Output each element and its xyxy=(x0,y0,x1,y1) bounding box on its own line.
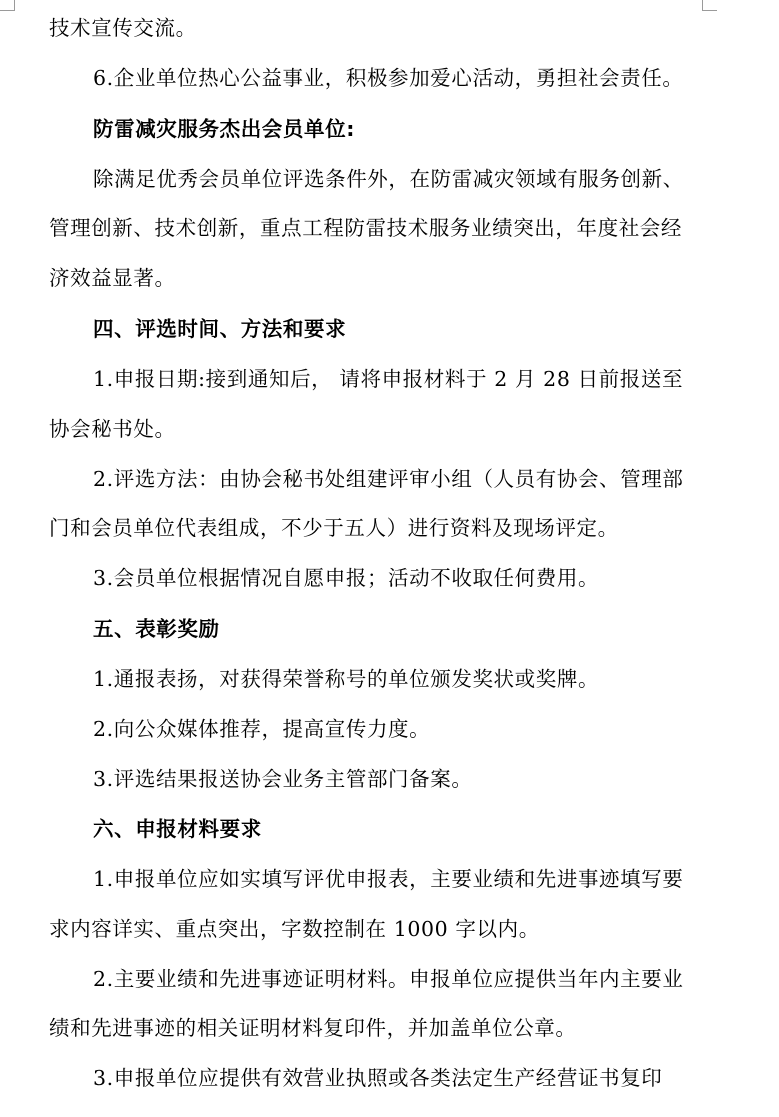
paragraph-line: 济效益显著。 xyxy=(49,266,176,290)
paragraph-line: 1.通报表扬，对获得荣誉称号的单位颁发奖状或奖牌。 xyxy=(93,667,600,691)
section-heading: 四、评选时间、方法和要求 xyxy=(93,317,347,341)
paragraph-line: 6.企业单位热心公益事业，积极参加爱心活动，勇担社会责任。 xyxy=(93,66,684,90)
paragraph-line: 1.申报日期:接到通知后， 请将申报材料于 2 月 28 日前报送至 xyxy=(93,367,684,391)
paragraph-line: 管理创新、技术创新，重点工程防雷技术服务业绩突出，年度社会经 xyxy=(49,216,682,240)
page-corner-mark-right xyxy=(702,0,717,11)
page-corner-mark-left xyxy=(0,0,15,11)
section-heading: 六、申报材料要求 xyxy=(93,817,262,841)
paragraph-line: 2.主要业绩和先进事迹证明材料。申报单位应提供当年内主要业 xyxy=(93,967,684,991)
section-heading: 五、表彰奖励 xyxy=(93,617,220,641)
section-subheading: 防雷减灾服务杰出会员单位: xyxy=(93,117,355,141)
paragraph-line: 1.申报单位应如实填写评优申报表，主要业绩和先进事迹填写要 xyxy=(93,867,684,891)
paragraph-line: 门和会员单位代表组成，不少于五人）进行资料及现场评定。 xyxy=(49,516,619,540)
paragraph-line: 3.申报单位应提供有效营业执照或各类法定生产经营证书复印 xyxy=(93,1066,663,1090)
paragraph-line: 2.评选方法：由协会秘书处组建评审小组（人员有协会、管理部 xyxy=(93,467,684,491)
paragraph-line: 3.评选结果报送协会业务主管部门备案。 xyxy=(93,767,473,791)
paragraph-line: 2.向公众媒体推荐，提高宣传力度。 xyxy=(93,717,431,741)
paragraph-line: 协会秘书处。 xyxy=(49,417,176,441)
paragraph-line: 3.会员单位根据情况自愿申报；活动不收取任何费用。 xyxy=(93,566,600,590)
paragraph-line: 求内容详实、重点突出，字数控制在 1000 字以内。 xyxy=(49,917,540,941)
paragraph-line: 除满足优秀会员单位评选条件外，在防雷减灾领域有服务创新、 xyxy=(93,167,684,191)
paragraph-line: 绩和先进事迹的相关证明材料复印件，并加盖单位公章。 xyxy=(49,1016,577,1040)
paragraph-line: 技术宣传交流。 xyxy=(49,16,197,40)
